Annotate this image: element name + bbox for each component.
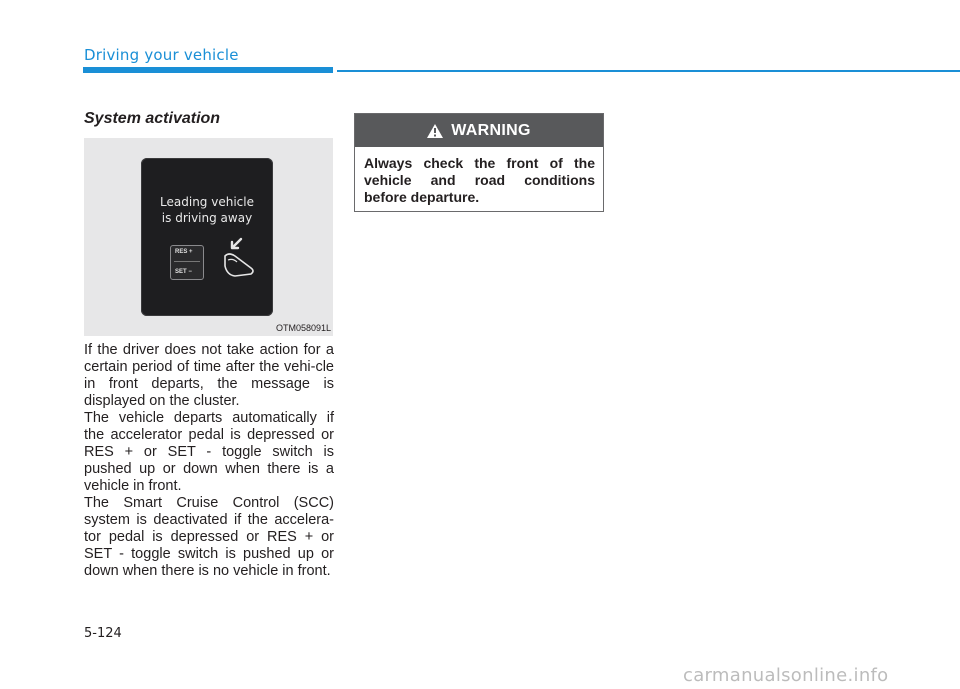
paragraph-3: The Smart Cruise Control (SCC) system is deactivated if the accelera-tor pedal is depressed or RES + or SET - toggle switch is pushed up or down when there is no vehicle in front. bbox=[84, 495, 334, 579]
cluster-message bbox=[141, 194, 273, 226]
header-rule-thin bbox=[337, 70, 960, 72]
cluster-display bbox=[141, 158, 273, 316]
header-title: Driving your vehicle bbox=[84, 46, 239, 64]
figure-code: OTM058091L bbox=[275, 323, 331, 333]
cluster-message-line-2: is driving away bbox=[161, 211, 253, 225]
cluster-figure bbox=[84, 138, 333, 336]
warning-triangle-icon bbox=[427, 124, 443, 138]
section-heading: System activation bbox=[84, 110, 221, 127]
accelerator-pedal-icon bbox=[219, 236, 263, 280]
header-rule-thick bbox=[83, 67, 333, 73]
toggle-res-label: RES + bbox=[175, 249, 193, 255]
res-set-toggle-icon bbox=[170, 245, 204, 280]
warning-box bbox=[354, 113, 604, 212]
cluster-message-line-1: Leading vehicle bbox=[160, 195, 254, 209]
warning-title: WARNING bbox=[451, 121, 531, 139]
warning-text: Always check the front of the vehicle and road conditions before departure. bbox=[364, 155, 595, 205]
warning-header bbox=[355, 114, 603, 147]
paragraph-1: If the driver does not take action for a certain period of time after the vehi-cle in front departs, the message is displayed on the cluster. bbox=[84, 342, 334, 409]
toggle-set-label: SET − bbox=[175, 269, 192, 275]
paragraph-2: The vehicle departs automatically if the accelerator pedal is depressed or RES + or SET - toggle switch is pushed up or down when there is a vehicle in front. bbox=[84, 410, 334, 494]
toggle-divider bbox=[174, 261, 200, 262]
page-number: 5-124 bbox=[84, 626, 122, 641]
watermark: carmanualsonline.info bbox=[683, 665, 889, 686]
